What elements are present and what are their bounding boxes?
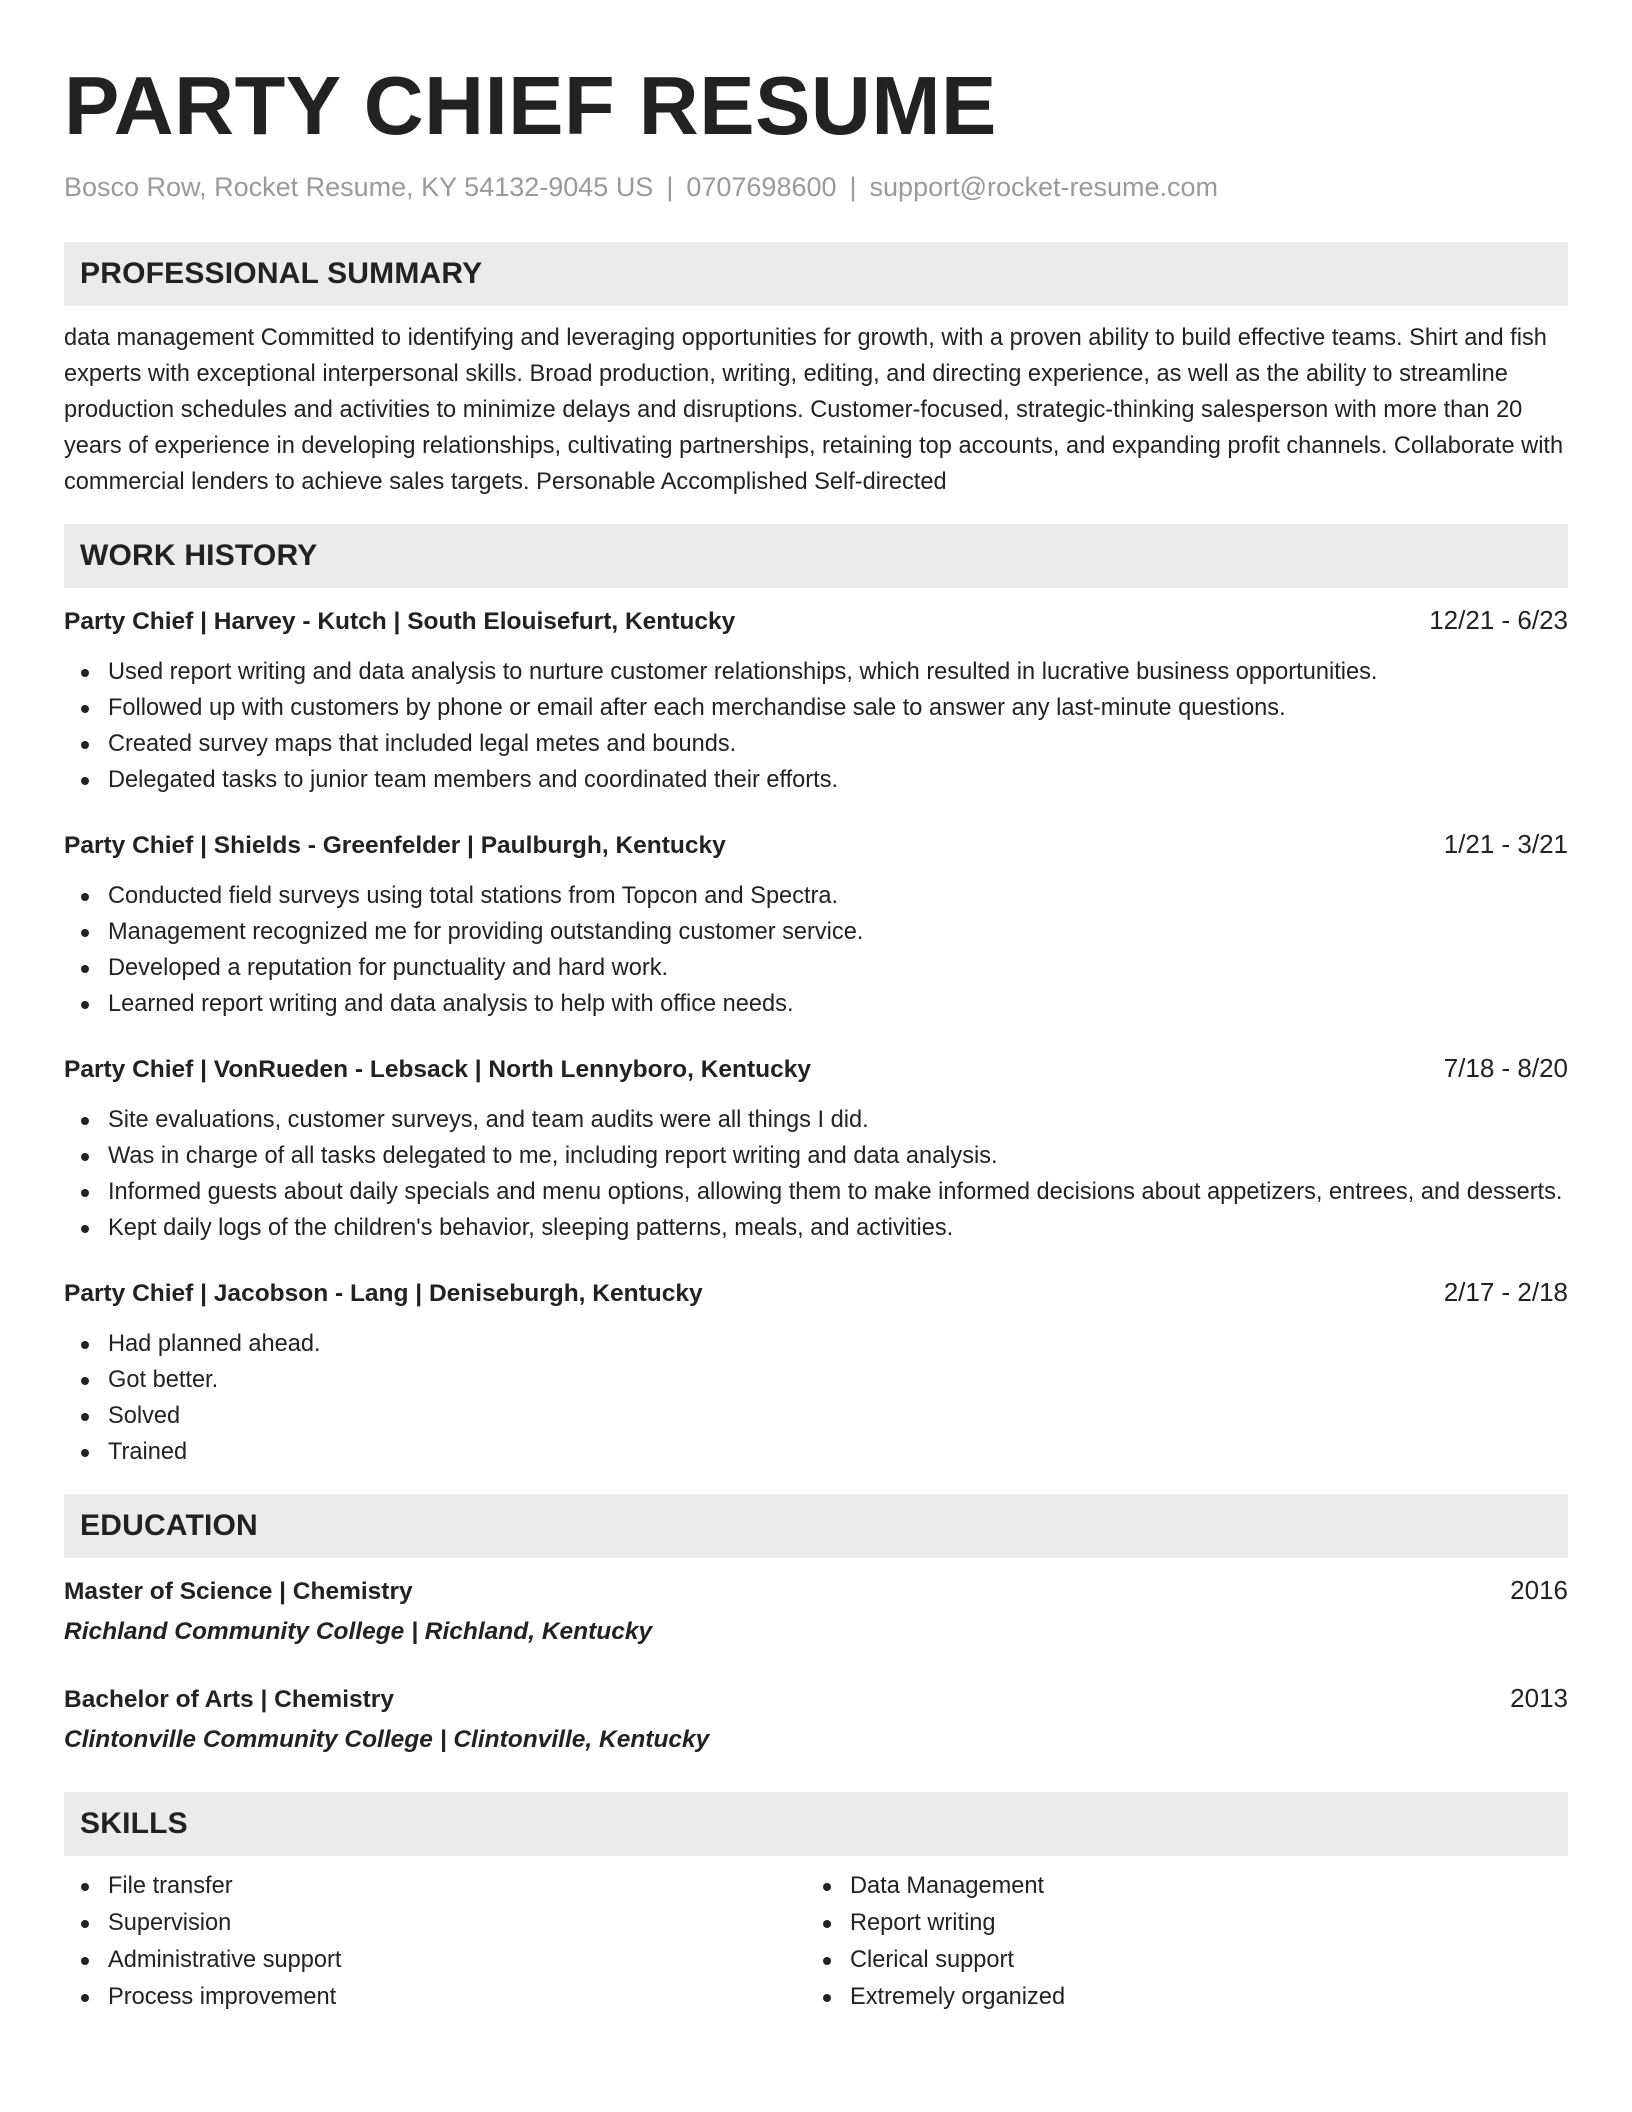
job-header [64,1274,1568,1312]
job-dates: 1/21 - 3/21 [1443,829,1568,859]
job-dates: 2/17 - 2/18 [1443,1277,1568,1307]
job-bullet: Kept daily logs of the children's behavior, sleeping patterns, meals, and activities. [64,1210,1568,1246]
skill-item: Supervision [64,1905,806,1942]
job-heading: Party Chief | Shields - Greenfelder | Paulburgh, Kentucky [64,832,726,859]
job-heading: Party Chief | Harvey - Kutch | South Elouisefurt, Kentucky [64,608,736,635]
job-bullet-list [64,1102,1568,1246]
job-bullet: Learned report writing and data analysis to help with office needs. [64,986,1568,1022]
skill-item: Extremely organized [806,1979,1548,2016]
education-year: 2016 [1510,1575,1568,1605]
job-entry [64,1050,1568,1246]
job-bullet: Created survey maps that included legal metes and bounds. [64,726,1568,762]
job-bullet: Site evaluations, customer surveys, and team audits were all things I did. [64,1102,1568,1138]
skill-item: Data Management [806,1868,1548,1905]
job-header [64,826,1568,864]
job-dates: 12/21 - 6/23 [1429,605,1568,635]
education-degree: Bachelor of Arts | Chemistry [64,1686,394,1713]
job-heading: Party Chief | VonRueden - Lebsack | North Lennyboro, Kentucky [64,1056,812,1083]
section-heading-skills: SKILLS [64,1792,1568,1856]
section-heading-education: EDUCATION [64,1494,1568,1558]
resume-title: PARTY CHIEF RESUME [64,59,997,152]
job-dates: 7/18 - 8/20 [1443,1053,1568,1083]
contact-phone: 0707698600 [686,172,837,202]
resume-page [64,58,1568,2016]
job-bullet: Used report writing and data analysis to nurture customer relationships, which resulted in lucrative business opportunities. [64,654,1568,690]
job-entry [64,1274,1568,1470]
job-header [64,602,1568,640]
education-entry [64,1680,1568,1758]
education-school: Clintonville Community College | Clintonville, Kentucky [64,1726,710,1753]
job-header [64,1050,1568,1088]
job-bullet-list [64,878,1568,1022]
education-degree: Master of Science | Chemistry [64,1578,413,1605]
skill-item: File transfer [64,1868,806,1905]
job-bullet-list [64,1326,1568,1470]
contact-email: support@rocket-resume.com [869,172,1219,202]
skills-list-left [64,1868,806,2016]
section-heading-work-history: WORK HISTORY [64,524,1568,588]
skills-grid [64,1868,1568,2016]
job-bullet: Trained [64,1434,1568,1470]
skills-list-right [806,1868,1548,2016]
education-school: Richland Community College | Richland, Kentucky [64,1618,653,1645]
job-bullet-list [64,654,1568,798]
job-bullet: Delegated tasks to junior team members and coordinated their efforts. [64,762,1568,798]
education-header [64,1680,1568,1718]
contact-separator: | [666,172,674,202]
skill-item: Process improvement [64,1979,806,2016]
job-bullet: Informed guests about daily specials and menu options, allowing them to make informed decisions about appetizers, entrees, and desserts. [64,1174,1568,1210]
skill-item: Clerical support [806,1942,1548,1979]
contact-separator: | [849,172,857,202]
job-bullet: Got better. [64,1362,1568,1398]
education-year: 2013 [1510,1683,1568,1713]
job-bullet: Developed a reputation for punctuality and hard work. [64,950,1568,986]
job-heading: Party Chief | Jacobson - Lang | Deniseburgh, Kentucky [64,1280,703,1307]
job-bullet: Followed up with customers by phone or email after each merchandise sale to answer any last-minute questions. [64,690,1568,726]
skill-item: Administrative support [64,1942,806,1979]
contact-line [64,170,1568,204]
skill-item: Report writing [806,1905,1548,1942]
job-entry [64,826,1568,1022]
job-bullet: Was in charge of all tasks delegated to me, including report writing and data analysis. [64,1138,1568,1174]
job-bullet: Solved [64,1398,1568,1434]
job-bullet: Management recognized me for providing outstanding customer service. [64,914,1568,950]
education-header [64,1572,1568,1610]
summary-text: data management Committed to identifying and leveraging opportunities for growth, with a proven ability to build effective teams. Shirt and fish experts with exceptional interpersonal skills. Broad production, writing, editing, and directing experience, as well as the ability to streamline production schedules and activities to minimize delays and disruptions. Customer-focused, strategic-thinking salesperson with more than 20 years of experience in developing relationships, cultivating partnerships, retaining top accounts, and expanding profit channels. Collaborate with commercial lenders to achieve sales targets. Personable Accomplished Self-directed [64,325,1564,495]
section-heading-summary: PROFESSIONAL SUMMARY [64,242,1568,306]
education-entry [64,1572,1568,1650]
job-bullet: Conducted field surveys using total stations from Topcon and Spectra. [64,878,1568,914]
job-bullet: Had planned ahead. [64,1326,1568,1362]
job-entry [64,602,1568,798]
contact-address: Bosco Row, Rocket Resume, KY 54132-9045 US [64,172,654,202]
